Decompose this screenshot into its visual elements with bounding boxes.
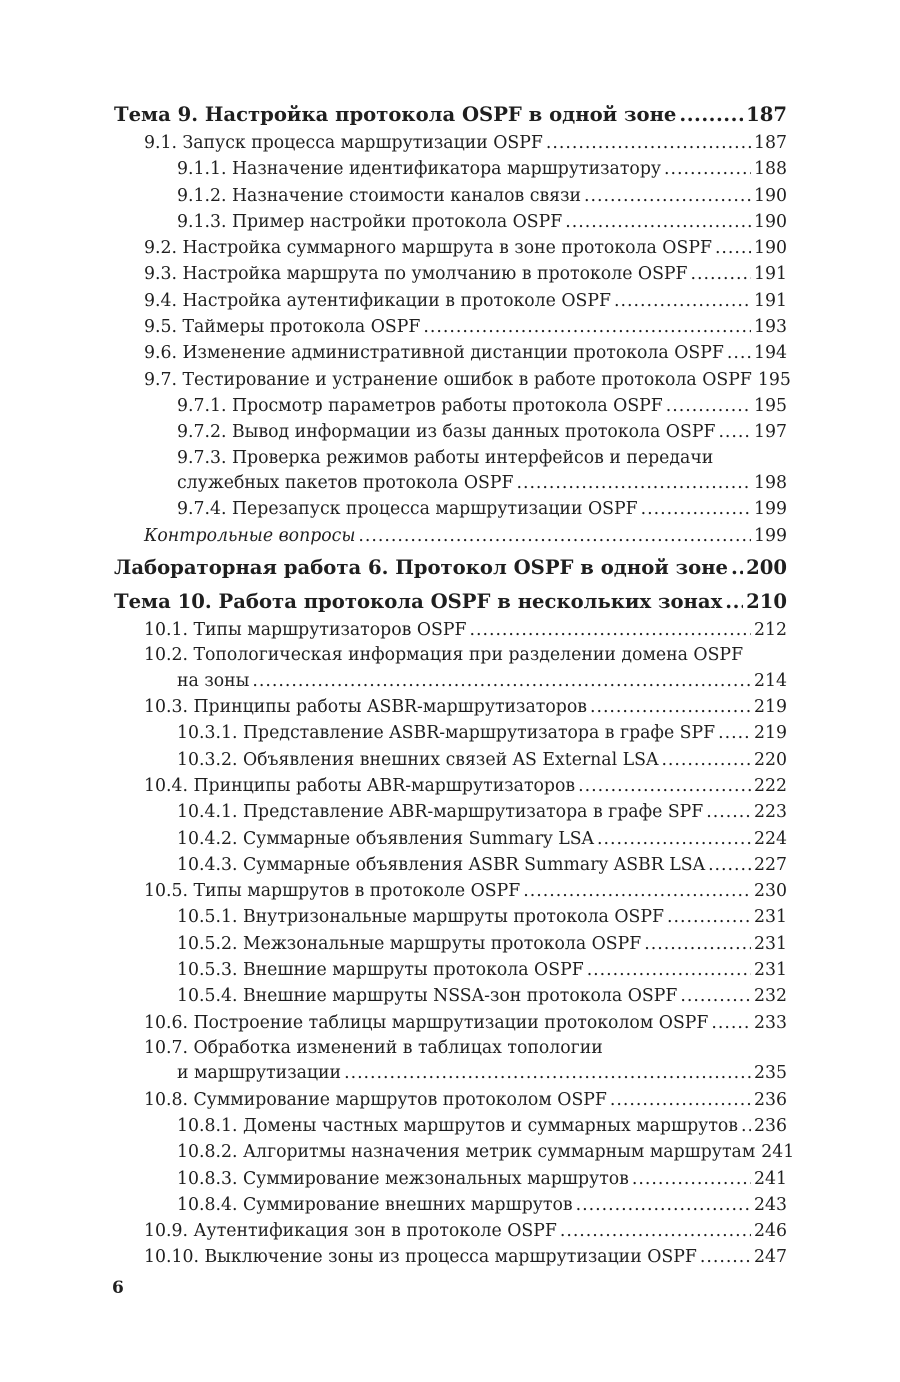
toc-subentry[interactable]: 10.8.1. Домены частных маршрутов и суммарных маршрутов ..... 236 <box>114 1113 787 1139</box>
toc-entry-wrapped-line[interactable]: 10.7. Обработка изменений в таблицах топологии <box>144 1037 603 1058</box>
toc-subentry[interactable]: 10.5.1. Внутризональные маршруты протокола OSPF ..... 231 <box>114 904 787 930</box>
toc-entry[interactable]: 9.2. Настройка суммарного маршрута в зоне протокола OSPF ..... 190 <box>114 235 787 261</box>
toc-entry[interactable]: 10.9. Аутентификация зон в протоколе OSPF ..... 246 <box>114 1218 787 1244</box>
toc-subentry[interactable]: 10.4.2. Суммарные объявления Summary LSA ..... 224 <box>114 826 787 852</box>
toc-entry[interactable]: 10.5. Типы маршрутов в протоколе OSPF ..... 230 <box>114 878 787 904</box>
toc-subentry[interactable]: 9.7.4. Перезапуск процесса маршрутизации OSPF ..... 199 <box>114 496 787 522</box>
toc-entry[interactable]: 10.10. Выключение зоны из процесса маршрутизации OSPF ..... 247 <box>114 1244 787 1270</box>
toc-subentry[interactable]: 10.8.2. Алгоритмы назначения метрик суммарным маршрутам 241 <box>177 1142 795 1163</box>
toc-entry[interactable]: 9.1. Запуск процесса маршрутизации OSPF ..... 187 <box>114 130 787 156</box>
toc-heading-lab-6[interactable]: Лабораторная работа 6. Протокол OSPF в одной зоне ..... 200 <box>114 553 787 583</box>
table-of-contents <box>114 100 795 1271</box>
toc-subentry[interactable]: 9.1.1. Назначение идентификатора маршрутизатору ..... 188 <box>114 156 787 182</box>
toc-entry[interactable]: 10.4. Принципы работы ABR-маршрутизаторов ..... 222 <box>114 773 787 799</box>
toc-entry[interactable]: 10.6. Построение таблицы маршрутизации протоколом OSPF ..... 233 <box>114 1010 787 1036</box>
toc-entry[interactable]: 10.1. Типы маршрутизаторов OSPF ..... 212 <box>114 617 787 643</box>
toc-subentry[interactable]: 9.1.3. Пример настройки протокола OSPF ..... 190 <box>114 209 787 235</box>
toc-subentry[interactable]: 10.8.4. Суммирование внешних маршрутов ..... 243 <box>114 1192 787 1218</box>
toc-heading-topic-10[interactable]: Тема 10. Работа протокола OSPF в нескольких зонах ..... 210 <box>114 587 787 617</box>
toc-entry[interactable]: 10.3. Принципы работы ASBR-маршрутизаторов ..... 219 <box>114 694 787 720</box>
toc-subentry[interactable]: 10.8.3. Суммирование межзональных маршрутов ..... 241 <box>114 1166 787 1192</box>
toc-subentry-continuation[interactable]: служебных пакетов протокола OSPF ..... 198 <box>114 470 787 496</box>
toc-entry[interactable]: 9.5. Таймеры протокола OSPF ..... 193 <box>114 314 787 340</box>
toc-entry[interactable]: 9.6. Изменение административной дистанции протокола OSPF ..... 194 <box>114 340 787 366</box>
toc-entry-wrapped-line[interactable]: 10.2. Топологическая информация при разделении домена OSPF <box>144 645 744 666</box>
toc-entry-continuation[interactable]: на зоны ..... 214 <box>114 668 787 694</box>
toc-subentry[interactable]: 10.3.2. Объявления внешних связей AS External LSA ..... 220 <box>114 747 787 773</box>
toc-entry-continuation[interactable]: и маршрутизации ..... 235 <box>114 1060 787 1086</box>
toc-subentry-wrapped-line[interactable]: 9.7.3. Проверка режимов работы интерфейсов и передачи <box>177 447 714 468</box>
toc-entry[interactable]: 9.7. Тестирование и устранение ошибок в работе протокола OSPF 195 <box>144 369 791 390</box>
page-number: 6 <box>112 1278 124 1298</box>
toc-entry[interactable]: 9.3. Настройка маршрута по умолчанию в протоколе OSPF ..... 191 <box>114 261 787 287</box>
toc-subentry[interactable]: 9.7.2. Вывод информации из базы данных протокола OSPF ..... 197 <box>114 419 787 445</box>
toc-subentry[interactable]: 9.7.1. Просмотр параметров работы протокола OSPF ..... 195 <box>114 393 787 419</box>
toc-entry[interactable]: 10.8. Суммирование маршрутов протоколом OSPF ..... 236 <box>114 1087 787 1113</box>
toc-subentry[interactable]: 10.3.1. Представление ASBR-маршрутизатора в графе SPF ..... 219 <box>114 720 787 746</box>
toc-subentry[interactable]: 10.4.3. Суммарные объявления ASBR Summary ASBR LSA ..... 227 <box>114 852 787 878</box>
toc-subentry[interactable]: 9.1.2. Назначение стоимости каналов связи ..... 190 <box>114 183 787 209</box>
toc-heading-topic-9[interactable]: Тема 9. Настройка протокола OSPF в одной зоне ..... 187 <box>114 100 787 130</box>
toc-subentry[interactable]: 10.5.2. Межзональные маршруты протокола OSPF ..... 231 <box>114 931 787 957</box>
toc-entry-review-questions[interactable]: Контрольные вопросы ..... 199 <box>114 523 787 549</box>
toc-subentry[interactable]: 10.5.3. Внешние маршруты протокола OSPF ..... 231 <box>114 957 787 983</box>
toc-subentry[interactable]: 10.5.4. Внешние маршруты NSSA-зон протокола OSPF ..... 232 <box>114 983 787 1009</box>
toc-subentry[interactable]: 10.4.1. Представление ABR-маршрутизатора в графе SPF ..... 223 <box>114 799 787 825</box>
toc-entry[interactable]: 9.4. Настройка аутентификации в протоколе OSPF ..... 191 <box>114 288 787 314</box>
